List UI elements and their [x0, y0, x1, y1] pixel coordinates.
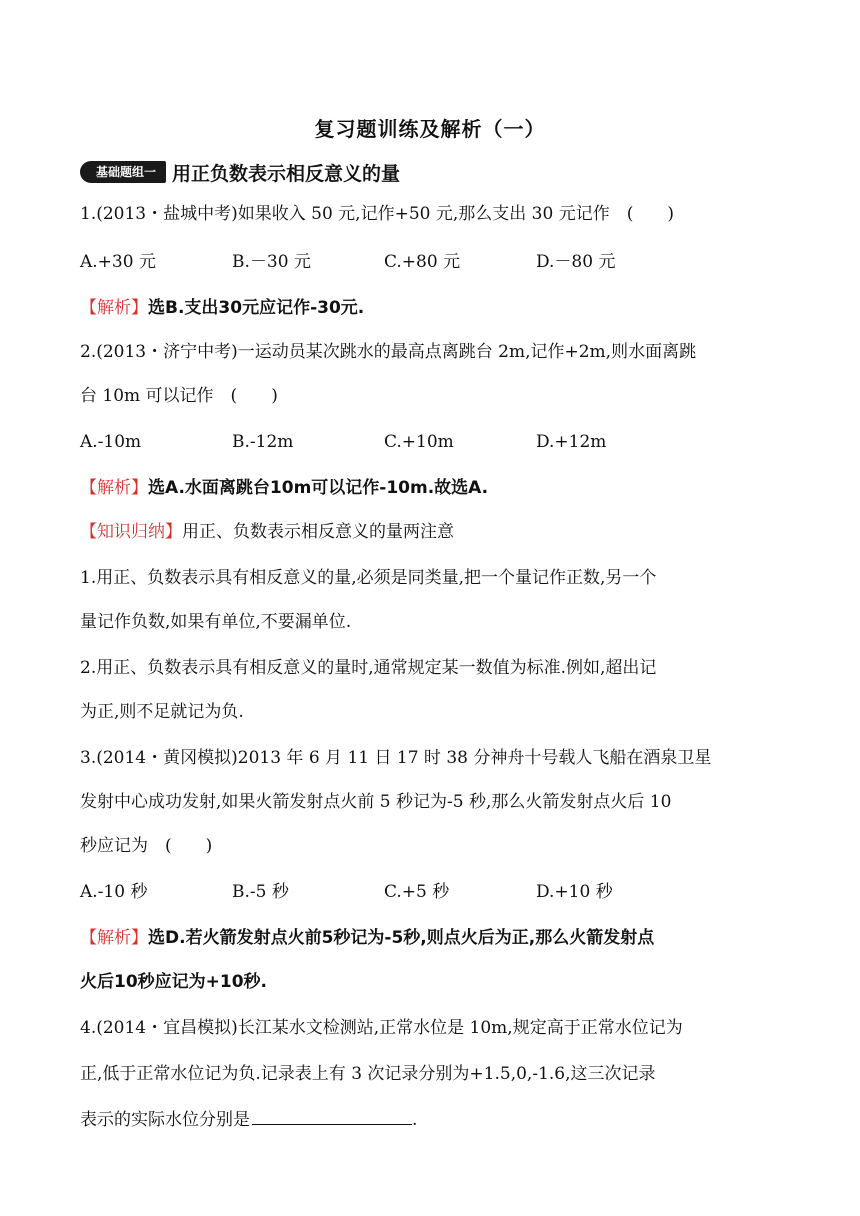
answer-blank[interactable] — [252, 1106, 412, 1125]
section-title: 用正负数表示相反意义的量 — [172, 162, 401, 185]
question-4-line-2: 正,低于正常水位记为负.记录表上有 3 次记录分别为+1.5,0,-1.6,这三次记录 — [80, 1064, 656, 1084]
analysis-text: 选D.若火箭发射点火前5秒记为-5秒,则点火后为正,那么火箭发射点 — [148, 928, 655, 948]
analysis-text: 选A.水面离跳台10m可以记作-10m.故选A. — [148, 478, 489, 498]
question-4-line-3-text: 表示的实际水位分别是 — [80, 1110, 250, 1130]
analysis-tag: 【解析】 — [80, 478, 148, 498]
q3-analysis-line-1 — [80, 926, 654, 950]
analysis-tag: 【解析】 — [80, 928, 148, 948]
q1-option-d: D.－80 元 — [536, 252, 616, 272]
question-4-line-1: 4.(2014・宜昌模拟)长江某水文检测站,正常水位是 10m,规定高于正常水位记为 — [80, 1018, 683, 1038]
q1-analysis — [80, 296, 364, 320]
question-3-line-3: 秒应记为 ( ) — [80, 836, 213, 856]
q2-analysis — [80, 476, 488, 500]
q2-option-b: B.-12m — [232, 432, 294, 452]
q1-option-b: B.－30 元 — [232, 252, 311, 272]
q2-option-d: D.+12m — [536, 432, 607, 452]
knowledge-point-2-line-1: 2.用正、负数表示具有相反意义的量时,通常规定某一数值为标准.例如,超出记 — [80, 658, 657, 678]
question-3-line-1: 3.(2014・黄冈模拟)2013 年 6 月 11 日 17 时 38 分神舟十号载人飞船在酒泉卫星 — [80, 748, 712, 768]
q3-option-c: C.+5 秒 — [384, 882, 450, 902]
knowledge-tag: 【知识归纳】 — [80, 522, 182, 542]
page-title: 复习题训练及解析（一） — [314, 117, 546, 141]
section-badge: 基础题组一 — [80, 161, 166, 183]
question-1-text: 1.(2013・盐城中考)如果收入 50 元,记作+50 元,那么支出 30 元记作 ( ) — [80, 204, 674, 224]
analysis-text: 选B.支出30元应记作-30元. — [148, 298, 365, 318]
question-2-line-1: 2.(2013・济宁中考)一运动员某次跳水的最高点离跳台 2m,记作+2m,则水面离跳 — [80, 342, 697, 362]
q3-option-b: B.-5 秒 — [232, 882, 289, 902]
knowledge-heading — [80, 520, 454, 544]
knowledge-heading-text: 用正、负数表示相反意义的量两注意 — [182, 522, 454, 542]
knowledge-point-1-line-2: 量记作负数,如果有单位,不要漏单位. — [80, 612, 352, 632]
q1-option-c: C.+80 元 — [384, 252, 461, 272]
analysis-tag: 【解析】 — [80, 298, 148, 318]
q2-option-c: C.+10m — [384, 432, 454, 452]
question-2-line-2: 台 10m 可以记作 ( ) — [80, 386, 278, 406]
question-3-line-2: 发射中心成功发射,如果火箭发射点火前 5 秒记为-5 秒,那么火箭发射点火后 10 — [80, 792, 672, 812]
q3-option-d: D.+10 秒 — [536, 882, 613, 902]
question-4-line-3 — [80, 1106, 417, 1132]
question-4-line-3-end: . — [412, 1110, 418, 1130]
knowledge-point-2-line-2: 为正,则不足就记为负. — [80, 702, 244, 722]
section-header — [80, 158, 400, 186]
q3-option-a: A.-10 秒 — [80, 882, 148, 902]
q1-option-a: A.+30 元 — [80, 252, 156, 272]
q2-option-a: A.-10m — [80, 432, 142, 452]
knowledge-point-1-line-1: 1.用正、负数表示具有相反意义的量,必须是同类量,把一个量记作正数,另一个 — [80, 568, 657, 588]
q3-analysis-line-2: 火后10秒应记为+10秒. — [80, 972, 268, 992]
